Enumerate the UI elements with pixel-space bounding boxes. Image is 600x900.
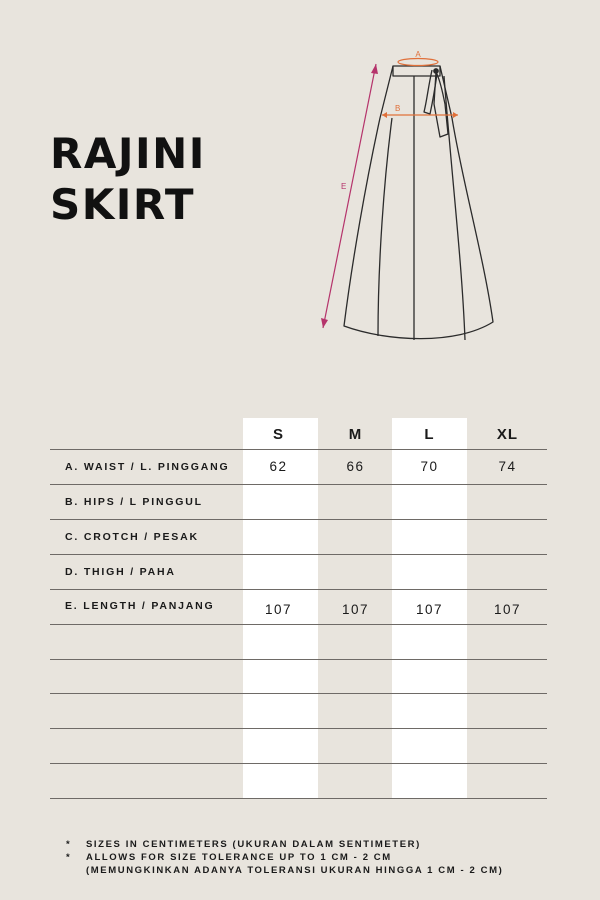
skirt-pleat-left [378,118,392,336]
table-divider [50,798,547,799]
row-label-hips: B. HIPS / L PINGGUL [65,496,203,508]
note-line-2 [66,851,503,864]
note-line-3 [66,864,503,877]
table-divider [50,693,547,694]
svg-text:A: A [415,50,421,59]
size-header-s: S [272,426,284,443]
cell-waist-s: 62 [269,459,288,474]
table-divider [50,763,547,764]
page-title [50,128,206,230]
size-header-l: L [424,426,435,443]
row-label-waist: A. WAIST / L. PINGGANG [65,461,230,473]
note-text-1: SIZES IN CENTIMETERS (UKURAN DALAM SENTIMETER) [86,839,421,850]
footnotes [66,838,503,877]
svg-text:E: E [341,182,347,191]
note-text-2: ALLOWS FOR SIZE TOLERANCE UP TO 1 CM - 2 CM [86,852,392,863]
title-line-1: RAJINI [50,129,206,178]
row-label-thigh: D. THIGH / PAHA [65,566,176,578]
note-bullet: * [66,839,72,850]
cell-length-xl: 107 [493,602,522,617]
size-header-xl: XL [496,426,519,443]
cell-waist-l: 70 [420,459,439,474]
table-divider [50,659,547,660]
note-text-3: (MEMUNGKINKAN ADANYA TOLERANSI UKURAN HINGGA 1 CM - 2 CM) [86,865,504,876]
measure-a [398,50,438,66]
cell-length-s: 107 [264,602,293,617]
title-line-2: SKIRT [50,180,196,229]
cell-length-m: 107 [341,602,370,617]
row-label-length: E. LENGTH / PANJANG [65,600,215,612]
table-divider [50,728,547,729]
row-label-crotch: C. CROTCH / PESAK [65,531,199,543]
skirt-waistband [393,66,440,76]
skirt-outline [344,66,493,339]
skirt-illustration [300,40,520,350]
cell-length-l: 107 [415,602,444,617]
svg-text:B: B [395,104,401,113]
note-line-1 [66,838,503,851]
cell-waist-xl: 74 [498,459,517,474]
size-header-m: M [348,426,363,443]
note-bullet: * [66,852,72,863]
cell-waist-m: 66 [346,459,365,474]
